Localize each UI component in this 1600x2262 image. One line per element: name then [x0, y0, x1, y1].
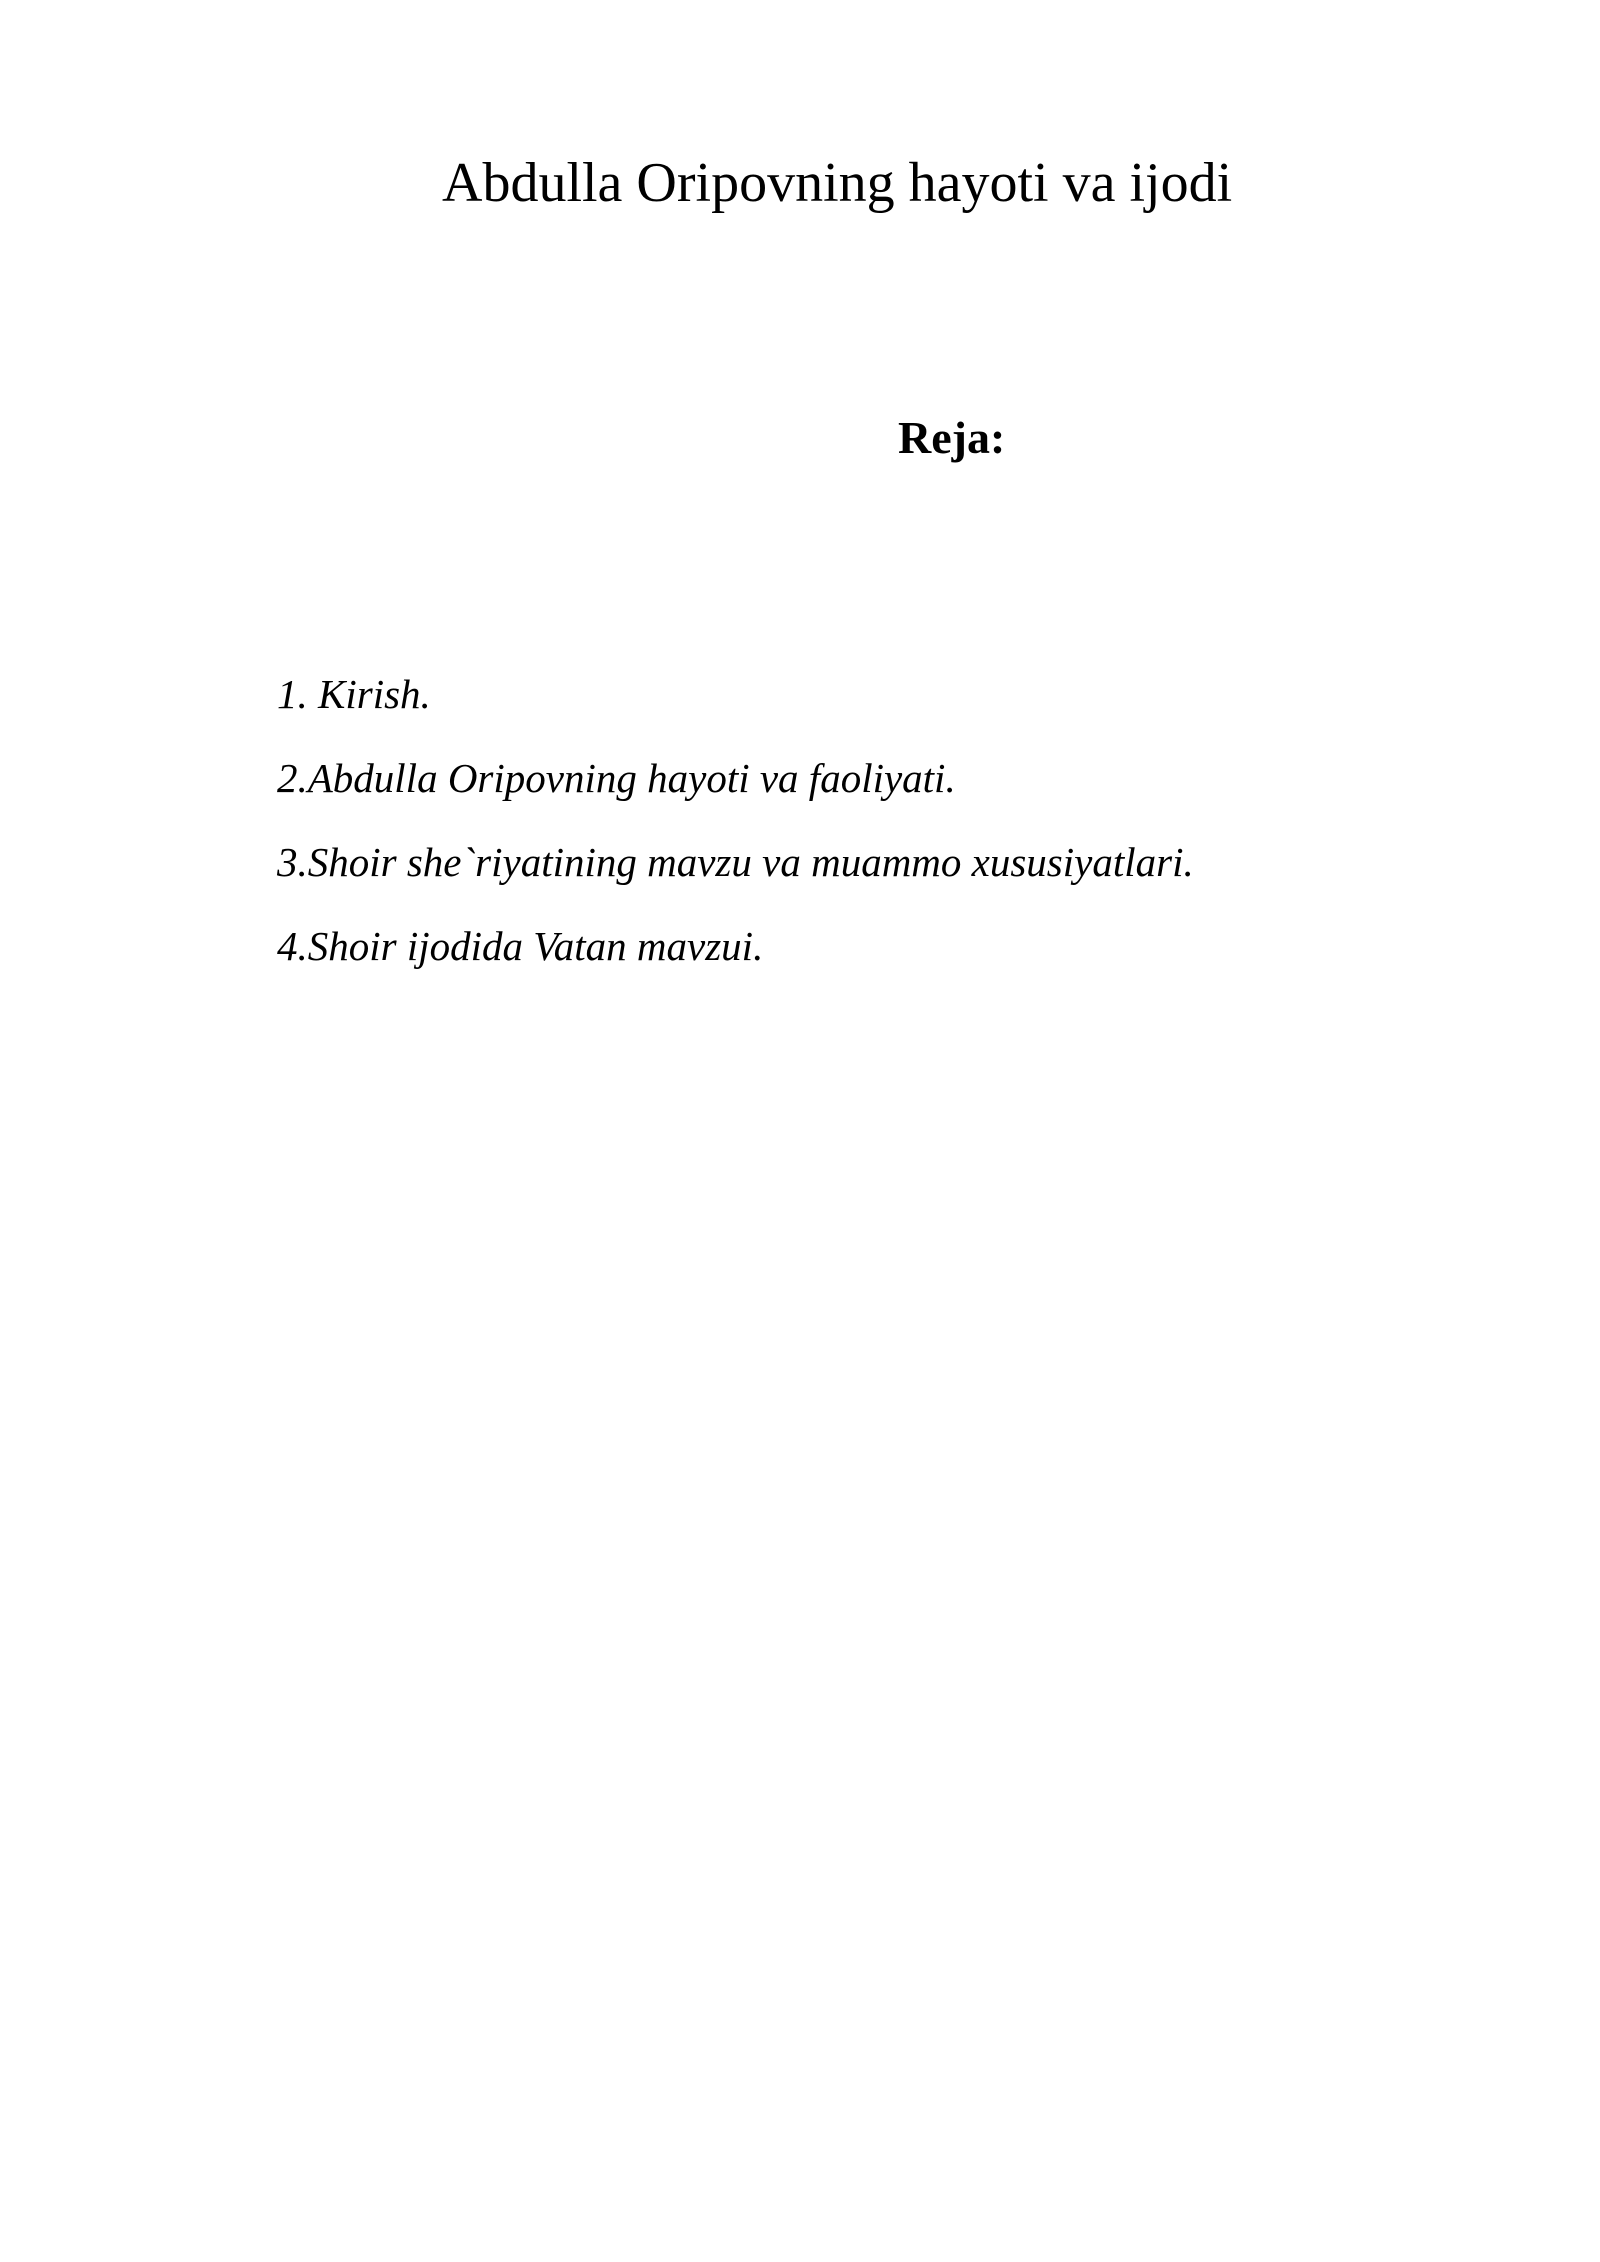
plan-item-4: 4.Shoir ijodida Vatan mavzui. [277, 923, 764, 969]
plan-list [277, 652, 1194, 988]
document-title: Abdulla Oripovning hayoti va ijodi [442, 152, 1233, 214]
plan-item-2: 2.Abdulla Oripovning hayoti va faoliyati. [277, 755, 956, 801]
plan-heading: Reja: [898, 412, 1006, 463]
plan-item-3: 3.Shoir she`riyatining mavzu va muammo xususiyatlari. [277, 839, 1194, 885]
plan-item-1: 1. Kirish. [277, 671, 431, 717]
